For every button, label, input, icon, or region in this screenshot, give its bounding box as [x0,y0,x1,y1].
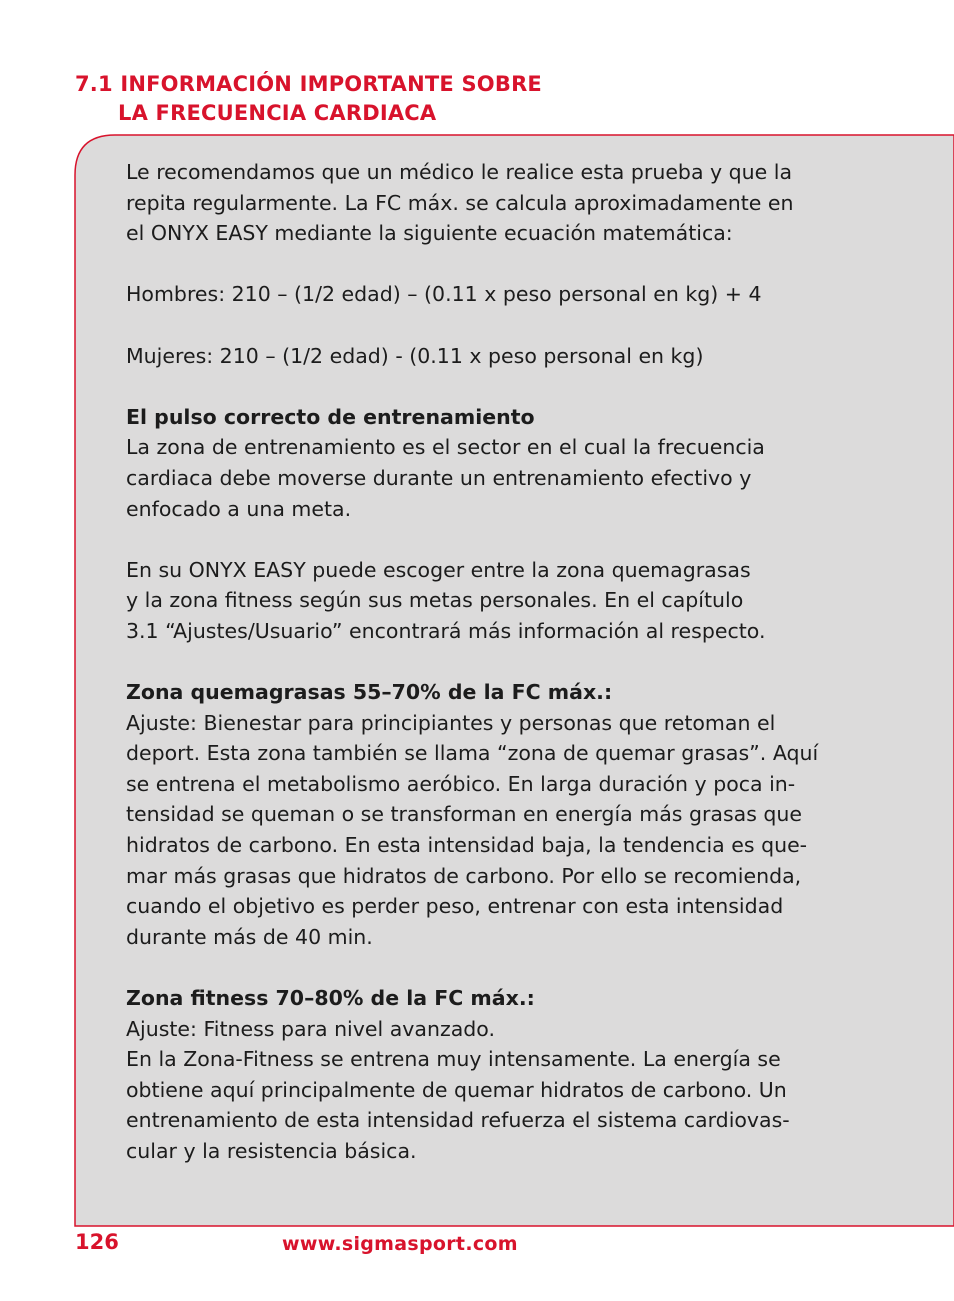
fitness-line: obtiene aquí principalmente de quemar hidratos de carbono. Un [126,1077,787,1102]
pulse-line: La zona de entrenamiento es el sector en el cual la frecuencia [126,435,765,460]
section-number: 7.1 [75,72,113,96]
formula-men: Hombres: 210 – (1/2 edad) – (0.11 x peso personal en kg) + 4 [126,282,762,307]
fitness-heading: Zona fitness 70–80% de la FC máx.: [126,986,535,1011]
fitness-line: Ajuste: Fitness para nivel avanzado. [126,1016,495,1041]
pulse-heading: El pulso correcto de entrenamiento [126,404,535,429]
fatburn-line: deport. Esta zona también se llama “zona de quemar grasas”. Aquí [126,741,819,766]
intro-line: el ONYX EASY mediante la siguiente ecuación matemática: [126,221,733,246]
section-title-line2: LA FRECUENCIA CARDIACA [118,101,437,125]
page-number: 126 [75,1230,119,1254]
fatburn-line: durante más de 40 min. [126,924,373,949]
fitness-line: En la Zona-Fitness se entrena muy intensamente. La energía se [126,1047,781,1072]
fatburn-line: se entrena el metabolismo aeróbico. En larga duración y poca in- [126,771,796,796]
fitness-line: entrenamiento de esta intensidad refuerza el sistema cardiovas- [126,1108,790,1133]
pulse-line: enfocado a una meta. [126,496,352,521]
choose-line: 3.1 “Ajustes/Usuario” encontrará más información al respecto. [126,618,766,643]
formula-women: Mujeres: 210 – (1/2 edad) - (0.11 x peso personal en kg) [126,343,704,368]
fatburn-line: tensidad se queman o se transforman en energía más grasas que [126,802,803,827]
fatburn-line: mar más grasas que hidratos de carbono. Por ello se recomienda, [126,863,802,888]
intro-line: repita regularmente. La FC máx. se calcula aproximadamente en [126,190,794,215]
choose-line: En su ONYX EASY puede escoger entre la zona quemagrasas [126,557,751,582]
choose-line: y la zona fitness según sus metas personales. En el capítulo [126,588,744,613]
pulse-line: cardiaca debe moverse durante un entrenamiento efectivo y [126,465,752,490]
fatburn-line: cuando el objetivo es perder peso, entrenar con esta intensidad [126,894,784,919]
body-text [126,157,841,1167]
fatburn-line: hidratos de carbono. En esta intensidad baja, la tendencia es que- [126,833,808,858]
section-title-line1: INFORMACIÓN IMPORTANTE SOBRE [120,72,542,96]
footer-url[interactable]: www.sigmasport.com [282,1233,518,1255]
fitness-line: cular y la resistencia básica. [126,1139,417,1163]
intro-line: Le recomendamos que un médico le realice esta prueba y que la [126,160,793,184]
fatburn-heading: Zona quemagrasas 55–70% de la FC máx.: [126,680,613,705]
fatburn-line: Ajuste: Bienestar para principiantes y personas que retoman el [126,710,776,735]
